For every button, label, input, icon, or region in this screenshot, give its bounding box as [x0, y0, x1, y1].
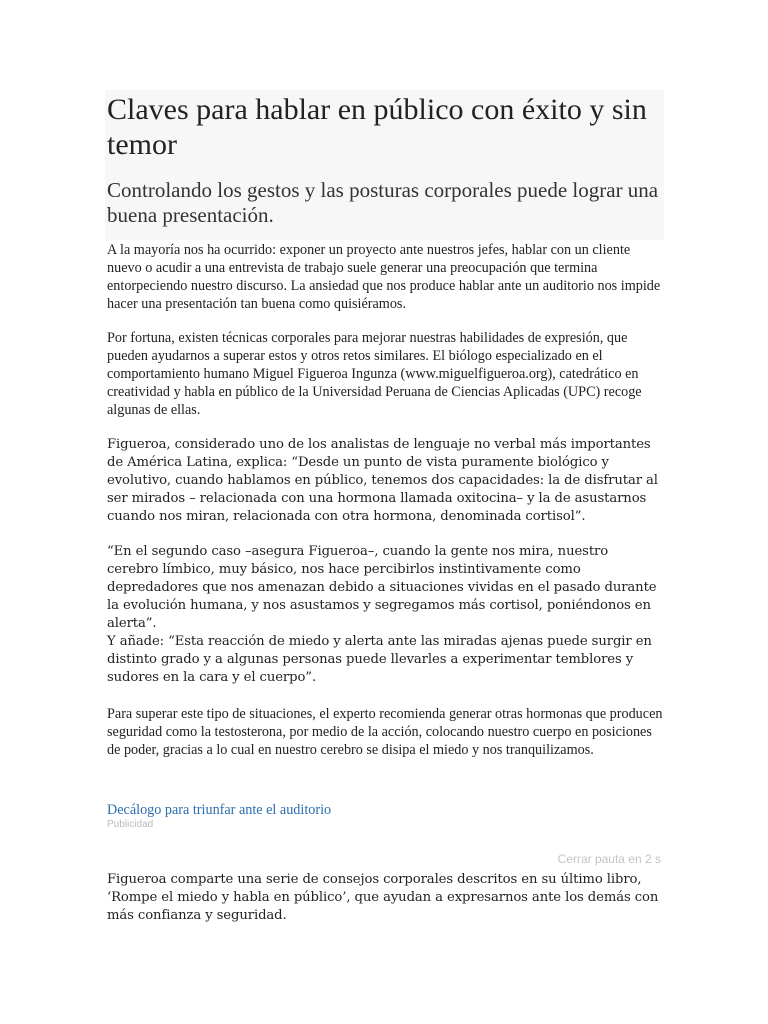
article-paragraph: “En el segundo caso –asegura Figueroa–, cuando la gente nos mira, nuestro cerebro límbico, muy básico, nos hace percibirlos instintivamente como depredadores que nos amenazan debido a situaciones vividas en el pasado durante la evolución humana, y nos asustamos y segregamos más cortisol, poniéndonos en alerta”. — [107, 544, 657, 631]
decalogo-link[interactable]: Decálogo para triunfar ante el auditorio — [107, 802, 332, 818]
article-paragraph: Y añade: “Esta reacción de miedo y alerta ante las miradas ajenas puede surgir en distinto grado y a algunas personas puede llevarles a experimentar temblores y sudores en la cara y el cuerpo”. — [107, 634, 652, 685]
article-paragraph: A la mayoría nos ha ocurrido: exponer un proyecto ante nuestros jefes, hablar con un cliente nuevo o acudir a una entrevista de trabajo suele generar una preocupación que termina entorpeciendo nuestro discurso. La ansiedad que nos produce hablar ante un auditorio nos impide hacer una presentación tan buena como quisiéramos. — [107, 242, 661, 312]
article-paragraph: Por fortuna, existen técnicas corporales para mejorar nuestras habilidades de expresión, que pueden ayudarnos a superar estos y otros retos similares. El biólogo especializado en el comportamiento humano Miguel Figueroa Ingunza (www.miguelfigueroa.org), catedrático en creatividad y habla en público de la Universidad Peruana de Ciencias Aplicadas (UPC) recoge algunas de ellas. — [107, 330, 642, 418]
article-title: Claves para hablar en público con éxito y sin temor — [107, 93, 647, 161]
article-subtitle: Controlando los gestos y las posturas corporales puede lograr una buena presentación. — [107, 178, 659, 227]
close-ad-button[interactable]: Cerrar pauta en 2 s — [557, 852, 661, 866]
article-paragraph: Figueroa, considerado uno de los analistas de lenguaje no verbal más importantes de América Latina, explica: “Desde un punto de vista puramente biológico y evolutivo, cuando hablamos en público, tenemos dos capacidades: la de disfrutar al ser mirados – relacionada con una hormona llamada oxitocina– y la de asustarnos cuando nos miran, relacionada con otra hormona, denominada cortisol”. — [107, 437, 658, 524]
article-paragraph: Para superar este tipo de situaciones, el experto recomienda generar otras hormonas que producen seguridad como la testosterona, por medio de la acción, colocando nuestro cuerpo en posiciones de poder, gracias a lo cual en nuestro cerebro se disipa el miedo y nos tranquilizamos. — [107, 706, 663, 758]
ad-label: Publicidad — [107, 819, 154, 830]
article-paragraph: Figueroa comparte una serie de consejos corporales descritos en su último libro, ‘Rompe el miedo y habla en público’, que ayudan a expresarnos ante los demás con más confianza y seguridad. — [107, 872, 659, 923]
